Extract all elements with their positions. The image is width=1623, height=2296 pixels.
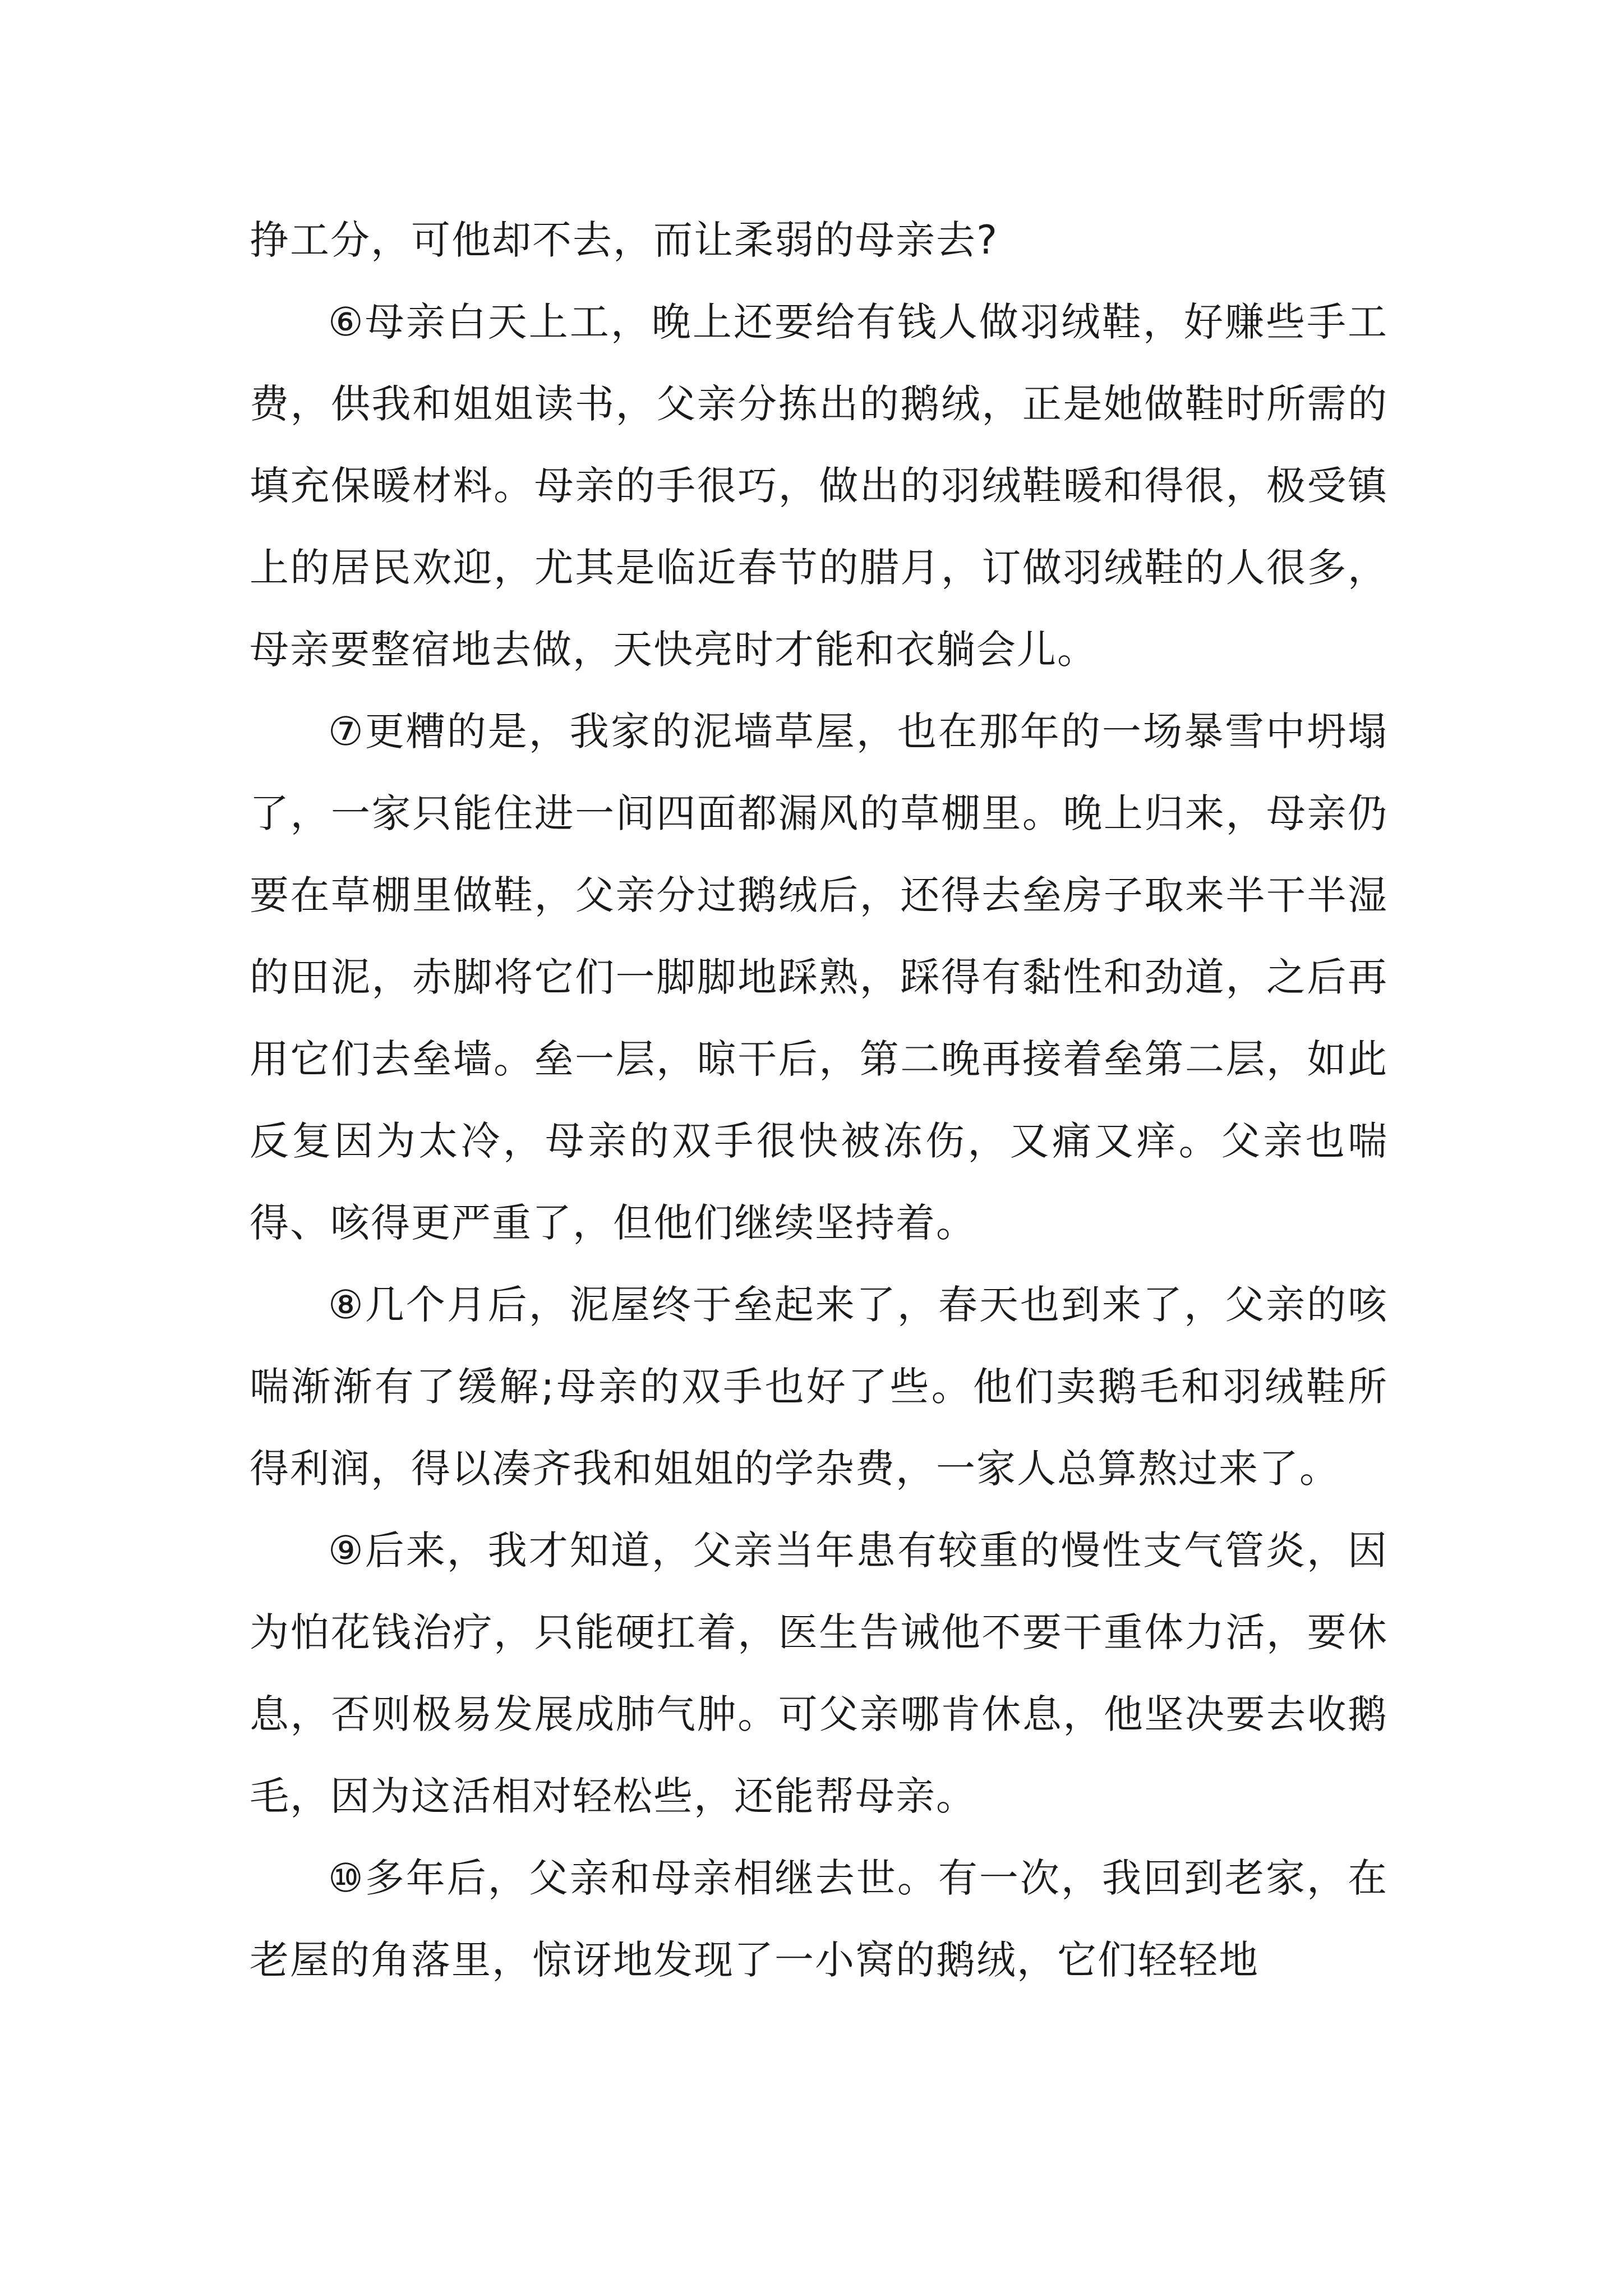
paragraph-continued: 挣工分，可他却不去，而让柔弱的母亲去? — [250, 217, 999, 263]
paragraph-10: ⑩多年后，父亲和母亲相继去世。有一次，我回到老家，在老屋的角落里，惊讶地发现了一小窝的鹅绒，它们轻轻地 — [250, 1855, 1388, 1983]
article-body — [250, 199, 1388, 2001]
paragraph-8: ⑧几个月后，泥屋终于垒起来了，春天也到来了，父亲的咳喘渐渐有了缓解;母亲的双手也好了些。他们卖鹅毛和羽绒鞋所得利润，得以凑齐我和姐姐的学杂费，一家人总算熬过来了。 — [250, 1282, 1388, 1492]
paragraph-7: ⑦更糟的是，我家的泥墙草屋，也在那年的一场暴雪中坍塌了，一家只能住进一间四面都漏风的草棚里。晚上归来，母亲仍要在草棚里做鞋，父亲分过鹅绒后，还得去垒房子取来半干半湿的田泥，赤脚将它们一脚脚地踩熟，踩得有黏性和劲道，之后再用它们去垒墙。垒一层，晾干后，第二晚再接着垒第二层，如此反复因为太冷，母亲的双手很快被冻伤，又痛又痒。父亲也喘得、咳得更严重了，但他们继续坚持着。 — [250, 708, 1388, 1246]
paragraph-6: ⑥母亲白天上工，晚上还要给有钱人做羽绒鞋，好赚些手工费，供我和姐姐读书，父亲分拣出的鹅绒，正是她做鞋时所需的填充保暖材料。母亲的手很巧，做出的羽绒鞋暖和得很，极受镇上的居民欢迎，尤其是临近春节的腊月，订做羽绒鞋的人很多，母亲要整宿地去做，天快亮时才能和衣躺会儿。 — [250, 299, 1388, 673]
paragraph-9: ⑨后来，我才知道，父亲当年患有较重的慢性支气管炎，因为怕花钱治疗，只能硬扛着，医生告诫他不要干重体力活，要休息，否则极易发展成肺气肿。可父亲哪肯休息，他坚决要去收鹅毛，因为这活相对轻松些，还能帮母亲。 — [250, 1527, 1388, 1819]
